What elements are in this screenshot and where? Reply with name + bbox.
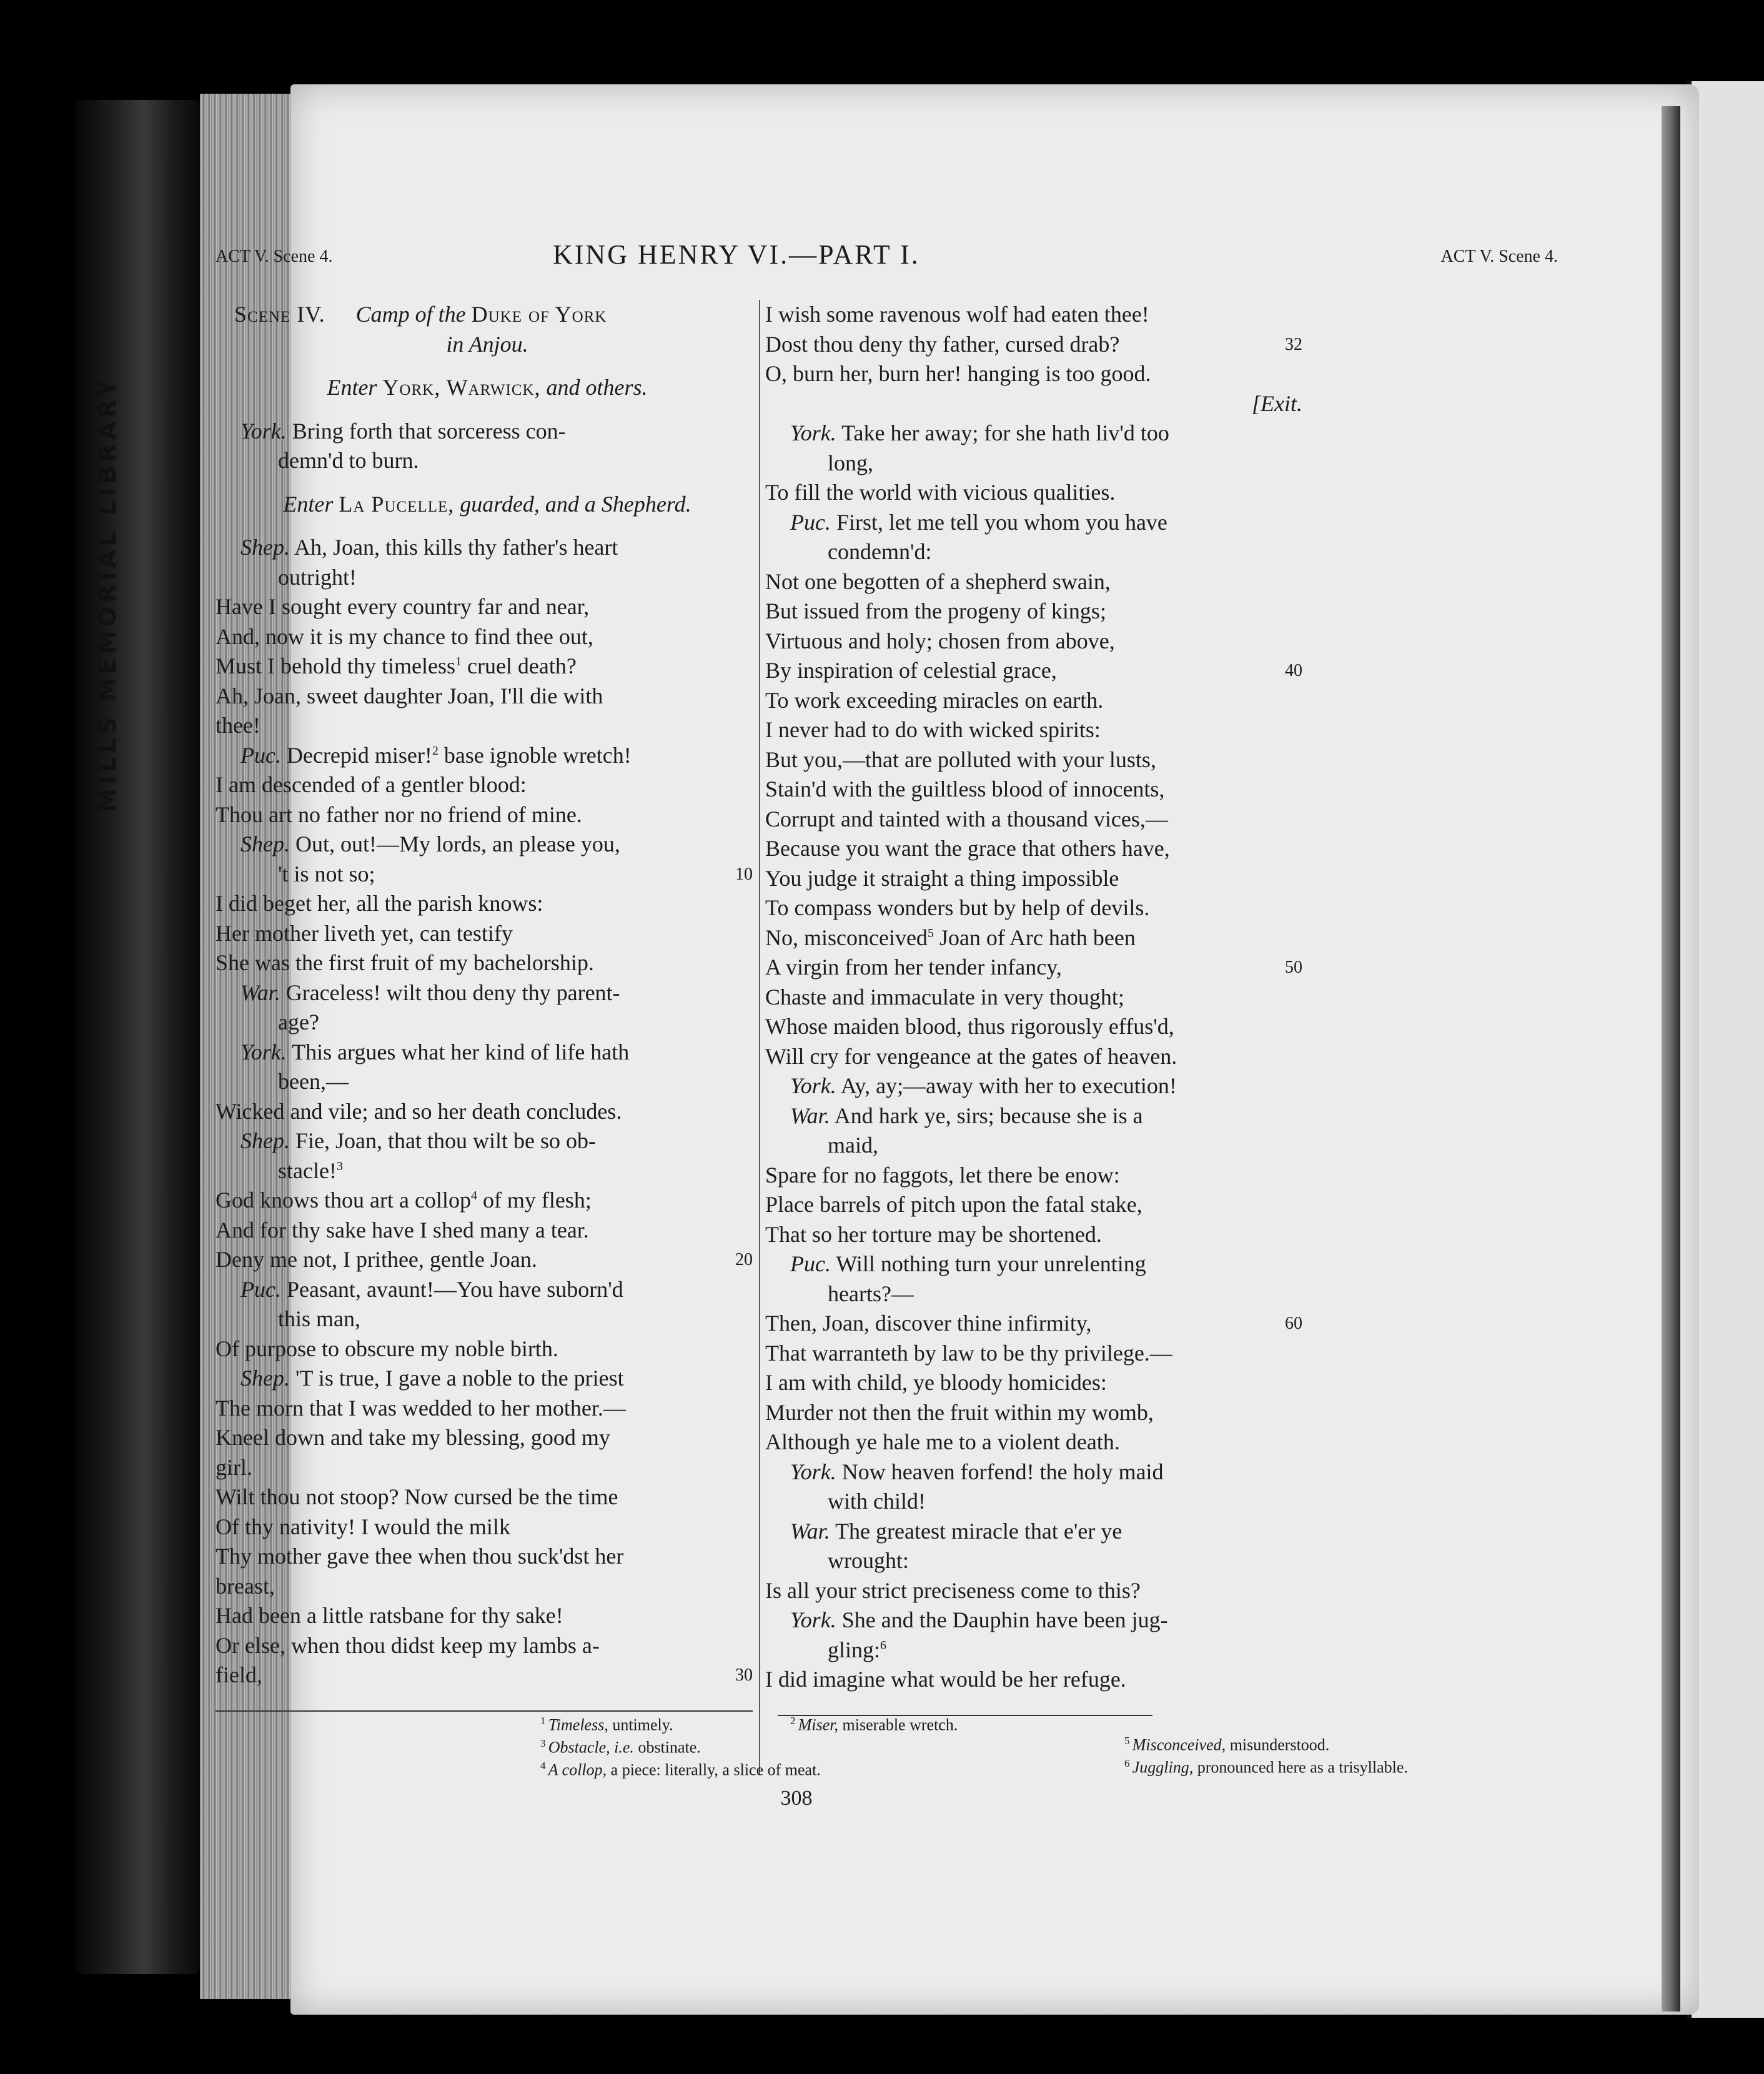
speaker-name: War. xyxy=(240,980,280,1005)
footnote-number: 6 xyxy=(1124,1757,1132,1769)
verse-line xyxy=(216,978,759,1008)
footnote xyxy=(540,1760,821,1780)
line-text: O, burn her, burn her! hanging is too good. xyxy=(765,361,1151,386)
line-text-cont: Joan of Arc hath been xyxy=(933,925,1136,950)
verse-line xyxy=(216,1334,759,1364)
footnote-term: Misconceived, xyxy=(1132,1735,1226,1754)
line-text: Spare for no faggots, let there be enow: xyxy=(765,1162,1120,1188)
verse-line xyxy=(216,1038,759,1068)
line-text: God knows thou art a collop xyxy=(216,1188,471,1213)
verse-line xyxy=(216,652,759,682)
footnote xyxy=(1124,1757,1408,1777)
line-text-cont: of my flesh; xyxy=(477,1188,592,1213)
line-text: Take her away; for she hath liv'd too xyxy=(841,420,1169,445)
line-text: That warranteth by law to be thy privilege.— xyxy=(765,1340,1172,1366)
line-text: But you,—that are polluted with your lusts, xyxy=(765,747,1156,772)
speaker-name: York. xyxy=(240,1039,287,1064)
footnote-term: Juggling, xyxy=(1132,1758,1194,1777)
stage-names: York, Warwick, xyxy=(382,375,541,400)
verse-line xyxy=(216,592,759,622)
line-text: Decrepid miser! xyxy=(286,742,432,768)
line-text: Bring forth that sorceress con- xyxy=(292,418,566,444)
verse-line xyxy=(216,1572,759,1602)
line-text: Graceless! wilt thou deny thy parent- xyxy=(285,980,620,1005)
verse-line xyxy=(765,1576,1309,1606)
footnote-ref: 4 xyxy=(470,1189,477,1203)
line-text: The morn that I was wedded to her mother.— xyxy=(216,1395,626,1421)
verse-line xyxy=(765,1012,1309,1042)
verse-line xyxy=(765,893,1309,923)
footnote-ref: 5 xyxy=(927,926,934,940)
verse-line xyxy=(765,1101,1309,1131)
speaker-name: Shep. xyxy=(240,1128,290,1153)
verse-line xyxy=(765,1635,1309,1665)
verse-line xyxy=(216,1156,759,1186)
line-text: But issued from the progeny of kings; xyxy=(765,598,1106,623)
left-column xyxy=(216,300,759,1690)
line-text: Whose maiden blood, thus rigorously effus'd, xyxy=(765,1014,1174,1039)
line-text: outright! xyxy=(278,564,357,590)
verse-line xyxy=(216,417,759,447)
verse-line xyxy=(765,1309,1309,1339)
line-text: Ah, Joan, sweet daughter Joan, I'll die with xyxy=(216,683,603,708)
line-text: I did imagine what would be her refuge. xyxy=(765,1667,1126,1692)
line-text: Murder not then the fruit within my womb, xyxy=(765,1399,1154,1425)
verse-line xyxy=(216,1245,759,1275)
verse-line xyxy=(765,1249,1309,1279)
footnote-number: 3 xyxy=(540,1737,548,1749)
line-text: By inspiration of celestial grace, xyxy=(765,658,1057,683)
stage-names: La Pucelle, xyxy=(339,491,455,517)
line-text: Chaste and immaculate in very thought; xyxy=(765,984,1124,1010)
spine-label: MILLS MEMORIAL LIBRARY xyxy=(94,376,121,812)
line-text: A virgin from her tender infancy, xyxy=(765,955,1062,980)
line-text: stacle! xyxy=(278,1158,337,1183)
stage-rest: and others. xyxy=(546,375,648,400)
footnote-number: 2 xyxy=(790,1715,798,1727)
verse-line xyxy=(216,919,759,949)
verse-line xyxy=(216,622,759,652)
verse-line xyxy=(765,745,1309,775)
verse-line xyxy=(216,1008,759,1038)
line-text: Ah, Joan, this kills thy father's heart xyxy=(294,535,618,560)
footnote-term: Obstacle, i.e. xyxy=(548,1738,634,1757)
line-text: That so her torture may be shortened. xyxy=(765,1221,1102,1247)
footnote xyxy=(1124,1735,1329,1755)
spacer xyxy=(216,359,759,373)
line-text: this man, xyxy=(278,1306,360,1331)
verse-line xyxy=(216,741,759,771)
spacer xyxy=(216,476,759,490)
verse-line xyxy=(216,1364,759,1394)
verse-line xyxy=(765,1131,1309,1161)
scene-location-place: in Anjou. xyxy=(446,331,528,357)
verse-line xyxy=(765,1279,1309,1309)
line-text: I never had to do with wicked spirits: xyxy=(765,717,1101,742)
verse-line xyxy=(216,770,759,800)
stage-enter: Enter xyxy=(283,491,334,517)
line-text: I am with child, ye bloody homicides: xyxy=(765,1370,1107,1395)
verse-line xyxy=(216,830,759,860)
verse-line xyxy=(216,1186,759,1216)
speaker-name: York. xyxy=(240,418,287,444)
line-text: thee! xyxy=(216,713,260,738)
line-text: To compass wonders but by help of devils. xyxy=(765,895,1150,920)
line-text: Although ye hale me to a violent death. xyxy=(765,1429,1120,1454)
line-text: Because you want the grace that others have, xyxy=(765,836,1170,861)
line-text: wrought: xyxy=(828,1548,909,1573)
speaker-name: York. xyxy=(790,1607,836,1632)
right-verse-block xyxy=(765,300,1309,1695)
speaker-name: Shep. xyxy=(240,535,290,560)
line-text: Fie, Joan, that thou wilt be so ob- xyxy=(295,1128,596,1153)
footnote-rule-left xyxy=(216,1710,753,1712)
line-text: First, let me tell you whom you have xyxy=(836,509,1167,535)
footnote-number: 1 xyxy=(540,1715,548,1727)
line-text: demn'd to burn. xyxy=(278,448,419,473)
line-text: Wilt thou not stoop? Now cursed be the time xyxy=(216,1484,618,1509)
verse-line xyxy=(765,330,1309,360)
line-text: The greatest miracle that e'er ye xyxy=(835,1518,1122,1544)
verse-line xyxy=(216,1512,759,1542)
running-head-title: KING HENRY VI.—PART I. xyxy=(553,239,920,270)
line-text: Deny me not, I prithee, gentle Joan. xyxy=(216,1247,537,1272)
spacer xyxy=(216,519,759,533)
line-text: I am descended of a gentler blood: xyxy=(216,772,527,797)
verse-line xyxy=(765,1368,1309,1398)
verse-line xyxy=(765,1546,1309,1576)
line-text: Is all your strict preciseness come to this? xyxy=(765,1577,1141,1603)
verse-line xyxy=(216,948,759,978)
line-text: Ay, ay;—away with her to execution! xyxy=(840,1073,1177,1098)
footnote-term: Timeless, xyxy=(548,1715,608,1734)
verse-line xyxy=(216,1394,759,1424)
speaker-name: Shep. xyxy=(240,831,290,856)
verse-line xyxy=(216,563,759,593)
footnote-term: A collop, xyxy=(548,1760,607,1779)
speaker-name: Puc. xyxy=(240,742,281,768)
verse-line xyxy=(765,1457,1309,1487)
line-text: Must I behold thy timeless xyxy=(216,653,455,678)
speaker-name: Puc. xyxy=(790,509,831,535)
footnote-number: 4 xyxy=(540,1760,548,1772)
line-text: You judge it straight a thing impossible xyxy=(765,865,1119,891)
stage-enter: Enter xyxy=(327,375,377,400)
verse-line xyxy=(216,1304,759,1334)
verse-line xyxy=(765,597,1309,627)
line-text: Now heaven forfend! the holy maid xyxy=(841,1459,1164,1484)
verse-line xyxy=(765,953,1309,983)
verse-line xyxy=(216,1601,759,1631)
footnote xyxy=(790,1715,958,1735)
speaker-name: York. xyxy=(790,1073,836,1098)
line-text: Place barrels of pitch upon the fatal stake, xyxy=(765,1192,1142,1217)
footnote-definition: a piece: literally, a slice of meat. xyxy=(607,1760,821,1779)
footnote-definition: untimely. xyxy=(608,1715,673,1734)
line-text: 'T is true, I gave a noble to the priest xyxy=(295,1366,624,1391)
verse-line xyxy=(765,775,1309,805)
verse-line xyxy=(216,1275,759,1305)
verse-line xyxy=(216,1126,759,1156)
verse-line xyxy=(765,1339,1309,1369)
stage-direction xyxy=(216,490,759,520)
verse-line xyxy=(765,1220,1309,1250)
scene-label: Scene IV. xyxy=(234,302,325,327)
running-head-right: ACT V. Scene 4. xyxy=(1440,247,1558,266)
verse-line xyxy=(765,567,1309,597)
right-column xyxy=(765,300,1309,1695)
footnote-definition: miserable wretch. xyxy=(838,1715,958,1734)
footnote-definition: obstinate. xyxy=(633,1738,701,1757)
line-text: maid, xyxy=(828,1133,878,1158)
left-verse-block-b xyxy=(216,533,759,1690)
verse-line xyxy=(765,1517,1309,1547)
line-text: She and the Dauphin have been jug- xyxy=(841,1607,1168,1632)
verse-line xyxy=(216,860,759,890)
stage-exit: [Exit. xyxy=(1252,390,1302,416)
verse-line xyxy=(765,419,1309,449)
line-number: 30 xyxy=(735,1665,753,1685)
line-text: And for thy sake have I shed many a tear. xyxy=(216,1217,589,1243)
speaker-name: York. xyxy=(790,1459,836,1484)
line-text: Peasant, avaunt!—You have suborn'd xyxy=(286,1276,623,1302)
line-text: Have I sought every country far and near, xyxy=(216,594,590,619)
line-text: I wish some ravenous wolf had eaten thee! xyxy=(765,302,1149,327)
footnote-definition: misunderstood. xyxy=(1226,1735,1330,1754)
line-text: I did beget her, all the parish knows: xyxy=(216,891,543,916)
line-text: Thou art no father nor no friend of mine. xyxy=(216,801,582,827)
line-text: Then, Joan, discover thine infirmity, xyxy=(765,1311,1092,1336)
page-number: 308 xyxy=(780,1787,813,1810)
line-text: Not one begotten of a shepherd swain, xyxy=(765,568,1111,594)
footnote-term: Miser, xyxy=(798,1715,839,1734)
verse-line xyxy=(216,1216,759,1246)
speaker-name: Puc. xyxy=(790,1251,831,1276)
verse-line xyxy=(765,537,1309,567)
line-text: condemn'd: xyxy=(828,539,932,564)
stage-direction xyxy=(216,373,759,403)
line-number: 10 xyxy=(735,864,753,884)
line-text: And hark ye, sirs; because she is a xyxy=(834,1103,1143,1128)
verse-line xyxy=(765,1487,1309,1517)
line-text: Her mother liveth yet, can testify xyxy=(216,920,513,946)
verse-line xyxy=(216,711,759,741)
line-text: Thy mother gave thee when thou suck'dst her xyxy=(216,1544,624,1569)
scene-location-name: Duke of York xyxy=(471,302,607,327)
verse-line xyxy=(216,800,759,830)
footnote-number: 5 xyxy=(1124,1735,1132,1747)
line-text: Or else, when thou didst keep my lambs a- xyxy=(216,1632,600,1658)
line-text: Corrupt and tainted with a thousand vices,— xyxy=(765,806,1168,831)
verse-line xyxy=(765,627,1309,657)
line-text: This argues what her kind of life hath xyxy=(292,1039,630,1064)
verse-line xyxy=(765,983,1309,1013)
verse-line xyxy=(216,1660,759,1690)
verse-line xyxy=(765,1042,1309,1072)
speaker-name: York. xyxy=(790,420,836,445)
footnote xyxy=(540,1715,673,1735)
verse-line xyxy=(765,1190,1309,1220)
line-number: 50 xyxy=(1285,958,1302,977)
verse-line xyxy=(765,923,1309,953)
verse-line xyxy=(765,864,1309,894)
verse-line xyxy=(765,478,1309,508)
verse-line xyxy=(216,889,759,919)
line-text: Will nothing turn your unrelenting xyxy=(836,1251,1146,1276)
line-text-cont: base ignoble wretch! xyxy=(438,742,632,768)
verse-line xyxy=(216,1067,759,1097)
column-rule xyxy=(759,300,760,1774)
verse-line xyxy=(216,1453,759,1483)
verse-line xyxy=(765,656,1309,686)
footnote-ref: 1 xyxy=(455,655,462,668)
line-number: 32 xyxy=(1285,334,1302,354)
left-verse-block-a xyxy=(216,417,759,476)
line-text: been,— xyxy=(278,1069,349,1094)
verse-line xyxy=(765,359,1309,389)
line-text: She was the first fruit of my bachelorship. xyxy=(216,950,594,975)
line-text: Dost thou deny thy father, cursed drab? xyxy=(765,331,1120,357)
running-head-left: ACT V. Scene 4. xyxy=(216,247,333,266)
verse-line xyxy=(216,682,759,712)
speaker-name: Puc. xyxy=(240,1276,281,1302)
stage-rest: guarded, and a Shepherd. xyxy=(460,491,691,517)
verse-line xyxy=(765,715,1309,745)
line-text: breast, xyxy=(216,1573,275,1599)
scene-location-line-2 xyxy=(216,330,759,360)
verse-line xyxy=(765,508,1309,538)
verse-line xyxy=(765,1427,1309,1457)
verse-line xyxy=(216,1097,759,1127)
speaker-name: Shep. xyxy=(240,1366,290,1391)
spacer xyxy=(216,403,759,417)
line-text: Wicked and vile; and so her death concludes. xyxy=(216,1098,622,1124)
line-text: age? xyxy=(278,1010,319,1035)
footnote-ref: 6 xyxy=(880,1638,887,1652)
verse-line xyxy=(765,1161,1309,1191)
line-text: To fill the world with vicious qualities. xyxy=(765,480,1116,505)
verse-line xyxy=(216,1482,759,1512)
scene-heading xyxy=(216,300,759,330)
line-text: hearts?— xyxy=(828,1281,914,1306)
line-text: girl. xyxy=(216,1454,252,1480)
footnote-ref: 3 xyxy=(336,1159,343,1173)
speaker-name: War. xyxy=(790,1518,830,1544)
verse-line xyxy=(216,1631,759,1661)
line-text: Stain'd with the guiltless blood of innocents, xyxy=(765,777,1165,801)
verse-line xyxy=(765,834,1309,864)
verse-line xyxy=(216,1542,759,1572)
line-number: 60 xyxy=(1285,1314,1302,1333)
line-text: And, now it is my chance to find thee out, xyxy=(216,623,593,649)
verse-line xyxy=(216,1423,759,1453)
verse-line xyxy=(765,805,1309,835)
verse-line xyxy=(765,300,1309,330)
line-text: field, xyxy=(216,1662,262,1687)
footnote-ref: 2 xyxy=(432,743,439,758)
line-text: Virtuous and holy; chosen from above, xyxy=(765,628,1115,653)
line-number: 20 xyxy=(735,1250,753,1269)
line-text: long, xyxy=(828,450,874,475)
verse-line xyxy=(216,446,759,476)
verse-line xyxy=(765,1071,1309,1101)
line-text: Will cry for vengeance at the gates of heaven. xyxy=(765,1043,1177,1069)
scene-location: Camp of the xyxy=(355,302,466,327)
line-text: Of thy nativity! I would the milk xyxy=(216,1514,510,1539)
verse-line xyxy=(765,686,1309,716)
verse-line xyxy=(765,389,1309,419)
line-text: Kneel down and take my blessing, good my xyxy=(216,1425,610,1450)
line-text: Out, out!—My lords, an please you, xyxy=(295,831,620,856)
footnote xyxy=(540,1737,701,1757)
verse-line xyxy=(765,1398,1309,1428)
line-text-cont: cruel death? xyxy=(461,653,577,678)
line-text: gling: xyxy=(828,1637,881,1662)
line-text: No, misconceived xyxy=(765,925,928,950)
line-text: Of purpose to obscure my noble birth. xyxy=(216,1336,558,1361)
verse-line xyxy=(765,449,1309,479)
line-text: Had been a little ratsbane for thy sake! xyxy=(216,1603,563,1628)
footnote-definition: pronounced here as a trisyllable. xyxy=(1193,1758,1408,1777)
line-text: To work exceeding miracles on earth. xyxy=(765,687,1104,713)
speaker-name: War. xyxy=(790,1103,830,1128)
line-text: with child! xyxy=(828,1489,926,1514)
line-number: 40 xyxy=(1285,661,1302,680)
verse-line xyxy=(765,1605,1309,1635)
verse-line xyxy=(216,533,759,563)
line-text: 't is not so; xyxy=(278,861,375,886)
verse-line xyxy=(765,1665,1309,1695)
